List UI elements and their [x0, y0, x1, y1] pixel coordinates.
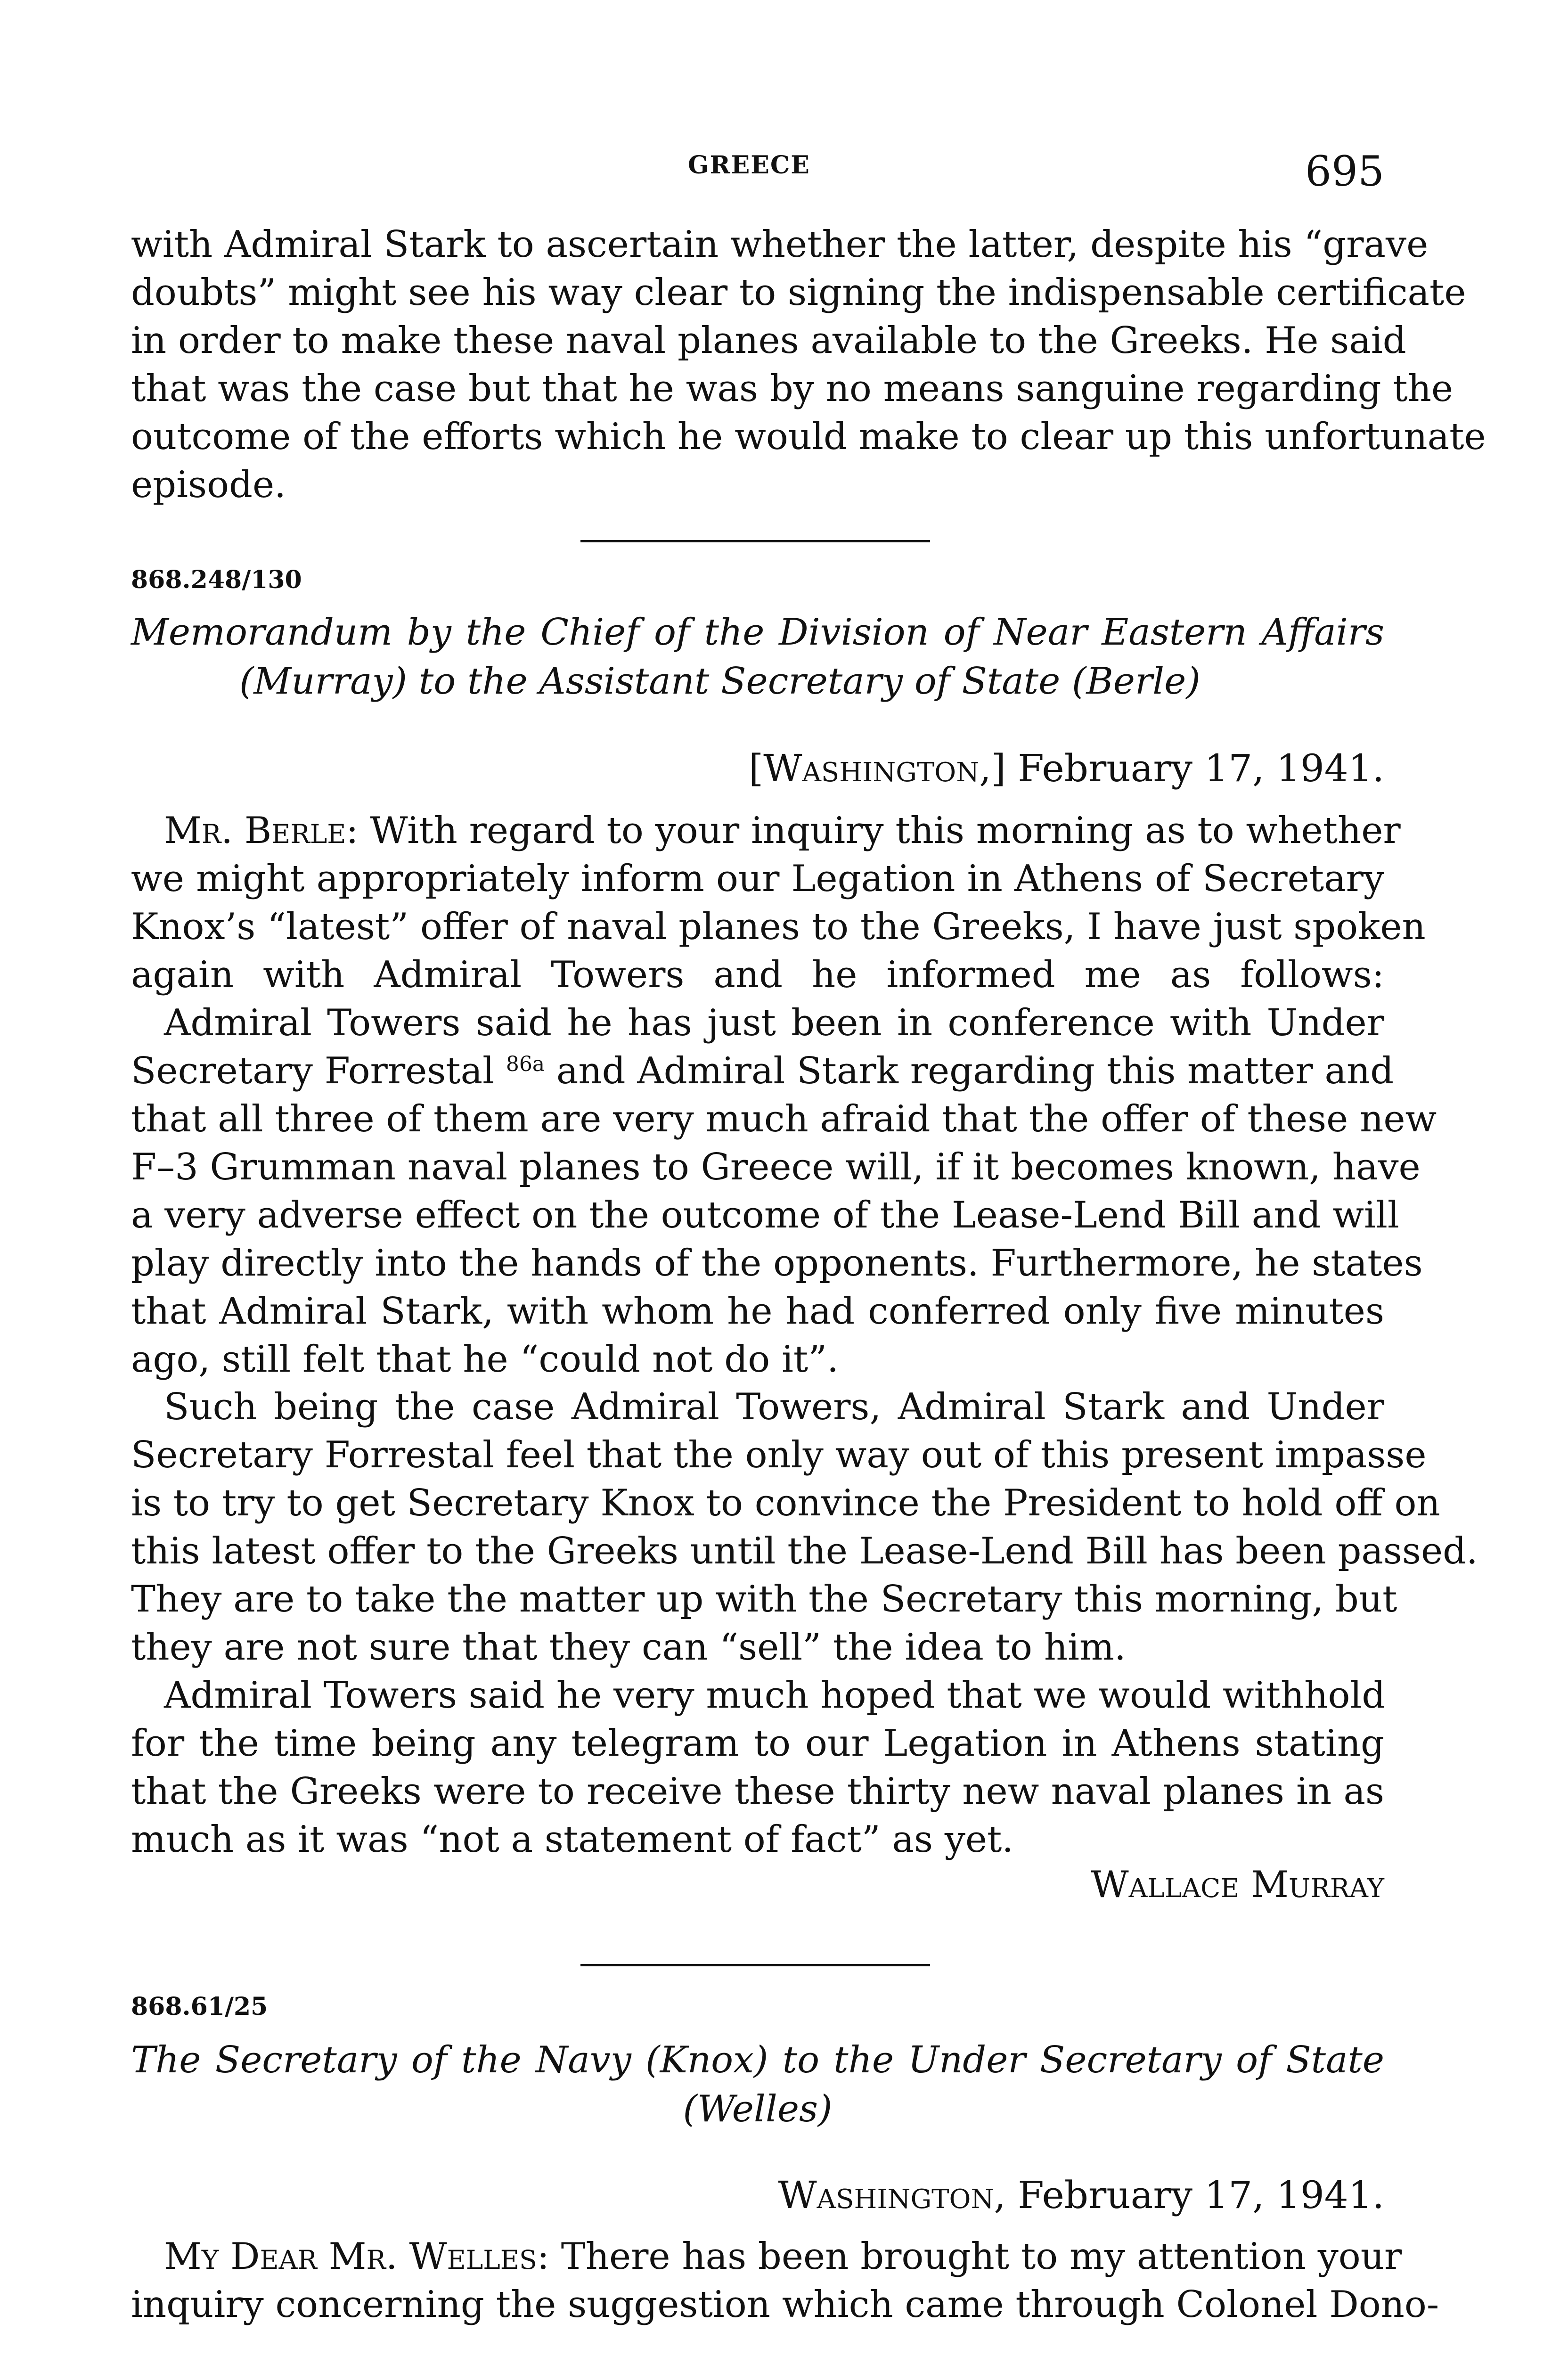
dateline	[131, 2173, 1384, 2217]
text-line: They are to take the matter up with the Secretary this morning, but	[131, 1578, 1397, 1620]
text-line: again with Admiral Towers and he informed me as follows:	[131, 954, 1384, 996]
dateline-date: February 17, 1941.	[1005, 2173, 1384, 2217]
signature: Wallace Murray	[1091, 1864, 1384, 1906]
salutation: My Dear Mr. Welles	[164, 2235, 537, 2278]
text-line: outcome of the efforts which he would make to clear up this unfortunate	[131, 416, 1486, 458]
text-line: Admiral Towers said he very much hoped that we would withhold	[164, 1674, 1386, 1717]
salutation: Mr. Berle	[164, 810, 346, 852]
text-line: Such being the case Admiral Towers, Admiral Stark and Under	[164, 1386, 1384, 1428]
text-line: with Admiral Stark to ascertain whether the latter, despite his “grave	[131, 223, 1429, 266]
footnote-reference: 86a	[506, 1052, 545, 1076]
running-head-title: GREECE	[688, 151, 810, 180]
text-line: that was the case but that he was by no means sanguine regarding the	[131, 368, 1454, 410]
page-number: 695	[1305, 147, 1384, 196]
body-paragraph	[131, 1671, 1384, 1864]
text-line: a very adverse effect on the outcome of the Lease-Lend Bill and will	[131, 1194, 1399, 1236]
carryover-paragraph	[131, 221, 1486, 509]
dateline-prefix: [	[749, 746, 764, 790]
file-number: 868.61/25	[131, 1992, 268, 2021]
text-line: is to try to get Secretary Knox to convince the President to hold off on	[131, 1482, 1440, 1524]
body-paragraph	[131, 1383, 1478, 1671]
text-line: Knox’s “latest” offer of naval planes to the Greeks, I have just spoken	[131, 906, 1426, 948]
text-line: play directly into the hands of the opponents. Furthermore, he states	[131, 1242, 1423, 1284]
dateline-place: Washington,	[778, 2173, 1006, 2217]
section-divider	[580, 1964, 930, 1966]
body-paragraph	[131, 807, 1426, 999]
running-head	[0, 147, 1568, 196]
text-line: inquiry concerning the suggestion which came through Colonel Dono-	[131, 2283, 1439, 2326]
dateline	[131, 746, 1384, 790]
dateline-place: Washington,	[763, 746, 991, 790]
text-line: Secretary Forrestal $^{86a}$ and Admiral Stark regarding this matter and	[131, 1050, 1394, 1092]
text-line: My Dear Mr. Welles: There has been brought to my attention your	[164, 2235, 1402, 2278]
text-line: that all three of them are very much afraid that the offer of these new	[131, 1098, 1437, 1140]
heading-line: The Secretary of the Navy (Knox) to the Under Secretary of State	[131, 2039, 1384, 2081]
text-line: we might appropriately inform our Legation in Athens of Secretary	[131, 858, 1384, 900]
body-paragraph	[131, 999, 1437, 1383]
text-line: they are not sure that they can “sell” the idea to him.	[131, 1626, 1126, 1669]
heading-line: (Welles)	[683, 2088, 833, 2130]
body-paragraph	[131, 2233, 1439, 2329]
text-line: episode.	[131, 464, 286, 506]
text-line: Secretary Forrestal feel that the only way out of this present impasse	[131, 1434, 1427, 1476]
document-heading	[131, 2036, 1384, 2134]
document-heading	[131, 608, 1384, 706]
heading-line: Memorandum by the Chief of the Division of Near Eastern Affairs	[131, 611, 1384, 654]
text-line: Admiral Towers said he has just been in conference with Under	[164, 1002, 1384, 1044]
section-divider	[580, 540, 930, 542]
text-line: that the Greeks were to receive these thirty new naval planes in as	[131, 1770, 1384, 1813]
text-line: this latest offer to the Greeks until the Lease-Lend Bill has been passed.	[131, 1530, 1478, 1572]
heading-line: (Murray) to the Assistant Secretary of State (Berle)	[239, 660, 1200, 703]
text-line: F–3 Grumman naval planes to Greece will, if it becomes known, have	[131, 1146, 1421, 1188]
text-line: for the time being any telegram to our Legation in Athens stating	[131, 1722, 1384, 1765]
file-number: 868.248/130	[131, 565, 302, 594]
text-line: in order to make these naval planes available to the Greeks. He said	[131, 319, 1406, 362]
text-line: ago, still felt that he “could not do it”.	[131, 1338, 839, 1381]
text-line: Mr. Berle: With regard to your inquiry this morning as to whether	[164, 810, 1401, 852]
text-line: much as it was “not a statement of fact” as yet.	[131, 1818, 1014, 1861]
text-line: that Admiral Stark, with whom he had conferred only five minutes	[131, 1290, 1384, 1333]
text-line: doubts” might see his way clear to signing the indispensable certificate	[131, 271, 1466, 314]
dateline-date: ] February 17, 1941.	[991, 746, 1384, 790]
